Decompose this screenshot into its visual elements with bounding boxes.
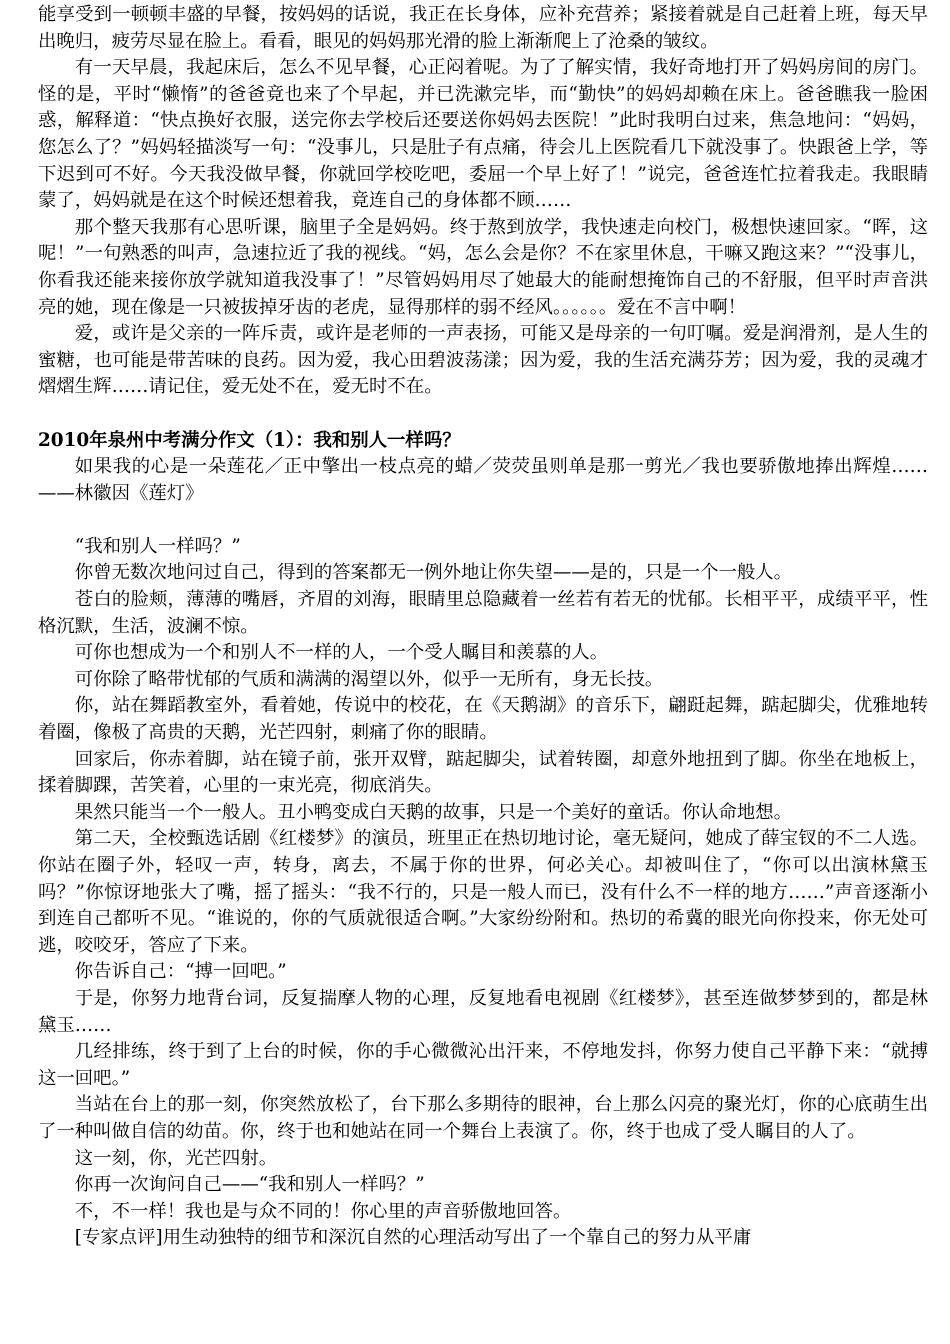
spacer	[38, 401, 928, 428]
paragraph: 能享受到一顿顿丰盛的早餐，按妈妈的话说，我正在长身体，应补充营养；紧接着就是自己赶着上班，每天早出晚归，疲劳尽显在脸上。看看，眼见的妈妈那光滑的脸上渐渐爬上了沧桑的皱纹。	[38, 4, 928, 52]
paragraph: 果然只能当一个一般人。丑小鸭变成白天鹅的故事，只是一个美好的童话。你认命地想。	[74, 801, 793, 823]
paragraph: 不，不一样！我也是与众不同的！你心里的声音骄傲地回答。	[74, 1200, 572, 1222]
paragraph: 第二天，全校甄选话剧《红楼梦》的演员，班里正在热切地讨论，毫无疑问，她成了薛宝钗的不二人选。你站在圈子外，轻叹一声，转身，离去，不属于你的世界，何必关心。却被叫住了，“你可以出演林黛玉吗？”你惊讶地张大了嘴，摇了摇头：“我不行的，只是一般人而已，没有什么不一样的地方……”声音逐渐小到连自己都听不见。“谁说的，你的气质就很适合啊。”大家纷纷附和。热切的希冀的眼光向你投来，你无处可逃，咬咬牙，答应了下来。	[38, 828, 928, 956]
paragraph: 当站在台上的那一刻，你突然放松了，台下那么多期待的眼神，台上那么闪亮的聚光灯，你的心底萌生出了一种叫做自信的幼苗。你，终于也和她站在同一个舞台上表演了。你，终于也成了受人瞩目的人了。	[38, 1094, 928, 1142]
paragraph: 你再一次询问自己——“我和别人一样吗？”	[74, 1174, 425, 1196]
paragraph: 那个整天我那有心思听课，脑里子全是妈妈。终于熬到放学，我快速走向校门，极想快速回家。“晖，这呢！”一句熟悉的叫声，急速拉近了我的视线。“妈，怎么会是你？不在家里休息，干嘛又跑这来？”“没事儿，你看我还能来接你放学就知道我没事了！”尽管妈妈用尽了她最大的能耐想掩饰自己的不舒服，但平时声音洪亮的她，现在像是一只被拔掉牙齿的老虎，显得那样的弱不经风。。。。。。爱在不言中啊！	[38, 216, 928, 318]
paragraph: 有一天早晨，我起床后，怎么不见早餐，心正闷着呢。为了了解实情，我好奇地打开了妈妈房间的房门。怪的是，平时“懒惰”的爸爸竟也来了个早起，并已洗漱完毕，而“勤快”的妈妈却赖在床上。爸爸瞧我一脸困惑，解释道：“快点换好衣服，送完你去学校后还要送你妈妈去医院！”此时我明白过来，焦急地问：“妈妈，您怎么了？”妈妈轻描淡写一句：“没事儿，只是肚子有点痛，待会儿上医院看几下就没事了。快跟爸上学，等下迟到可不好。今天我没做早餐，你就回学校吃吧，委屈一个早上好了！”说完，爸爸连忙拉着我走。我眼睛蒙了，妈妈就是在这个时候还想着我，竟连自己的身体都不顾……	[38, 57, 928, 212]
paragraph: 你曾无数次地问过自己，得到的答案都无一例外地让你失望——是的，只是一个一般人。	[74, 562, 793, 584]
section-love-essay	[38, 2, 928, 401]
paragraph: 这一刻，你，光芒四射。	[74, 1147, 278, 1169]
epigraph: 如果我的心是一朵莲花／正中擎出一枝点亮的蜡／荧荧虽则单是那一剪光／我也要骄傲地捧出辉煌……——林徽因《莲灯》	[38, 456, 928, 504]
paragraph: 可你除了略带忧郁的气质和满满的渴望以外，似乎一无所有，身无长技。	[74, 668, 664, 690]
spacer	[38, 507, 928, 534]
section-essay-2010	[38, 428, 928, 1252]
paragraph: 苍白的脸颊，薄薄的嘴唇，齐眉的刘海，眼睛里总隐藏着一丝若有若无的忧郁。长相平平，成绩平平，性格沉默，生活，波澜不惊。	[38, 589, 928, 637]
paragraph: 几经排练，终于到了上台的时候，你的手心微微沁出汗来，不停地发抖，你努力使自己平静下来：“就搏这一回吧。”	[38, 1041, 928, 1089]
paragraph: 可你也想成为一个和别人不一样的人，一个受人瞩目和羡慕的人。	[74, 642, 609, 664]
paragraph: 爱，或许是父亲的一阵斥责，或许是老师的一声表扬，可能又是母亲的一句叮嘱。爱是润滑剂，是人生的蜜糖，也可能是带苦味的良药。因为爱，我心田碧波荡漾；因为爱，我的生活充满芬芳；因为爱，我的灵魂才熠熠生辉……请记住，爱无处不在，爱无时不在。	[38, 323, 928, 398]
paragraph: 你告诉自己：“搏一回吧。”	[74, 961, 287, 983]
paragraph: “我和别人一样吗？”	[74, 535, 241, 557]
paragraph: 回家后，你赤着脚，站在镜子前，张开双臂，踮起脚尖，试着转圈，却意外地扭到了脚。你坐在地板上，揉着脚踝，苦笑着，心里的一束光亮，彻底消失。	[38, 748, 928, 797]
essay-title: 2010年泉州中考满分作文（1）：我和别人一样吗？	[38, 429, 461, 451]
paragraph: 于是，你努力地背台词，反复揣摩人物的心理，反复地看电视剧《红楼梦》，甚至连做梦梦到的，都是林黛玉……	[38, 987, 928, 1036]
paragraph: 你，站在舞蹈教室外，看着她，传说中的校花，在《天鹅湖》的音乐下，翩跹起舞，踮起脚尖，优雅地转着圈，像极了高贵的天鹅，光芒四射，刺痛了你的眼睛。	[38, 695, 928, 744]
expert-comment: [专家点评]用生动独特的细节和深沉自然的心理活动写出了一个靠自己的努力从平庸	[74, 1227, 752, 1249]
